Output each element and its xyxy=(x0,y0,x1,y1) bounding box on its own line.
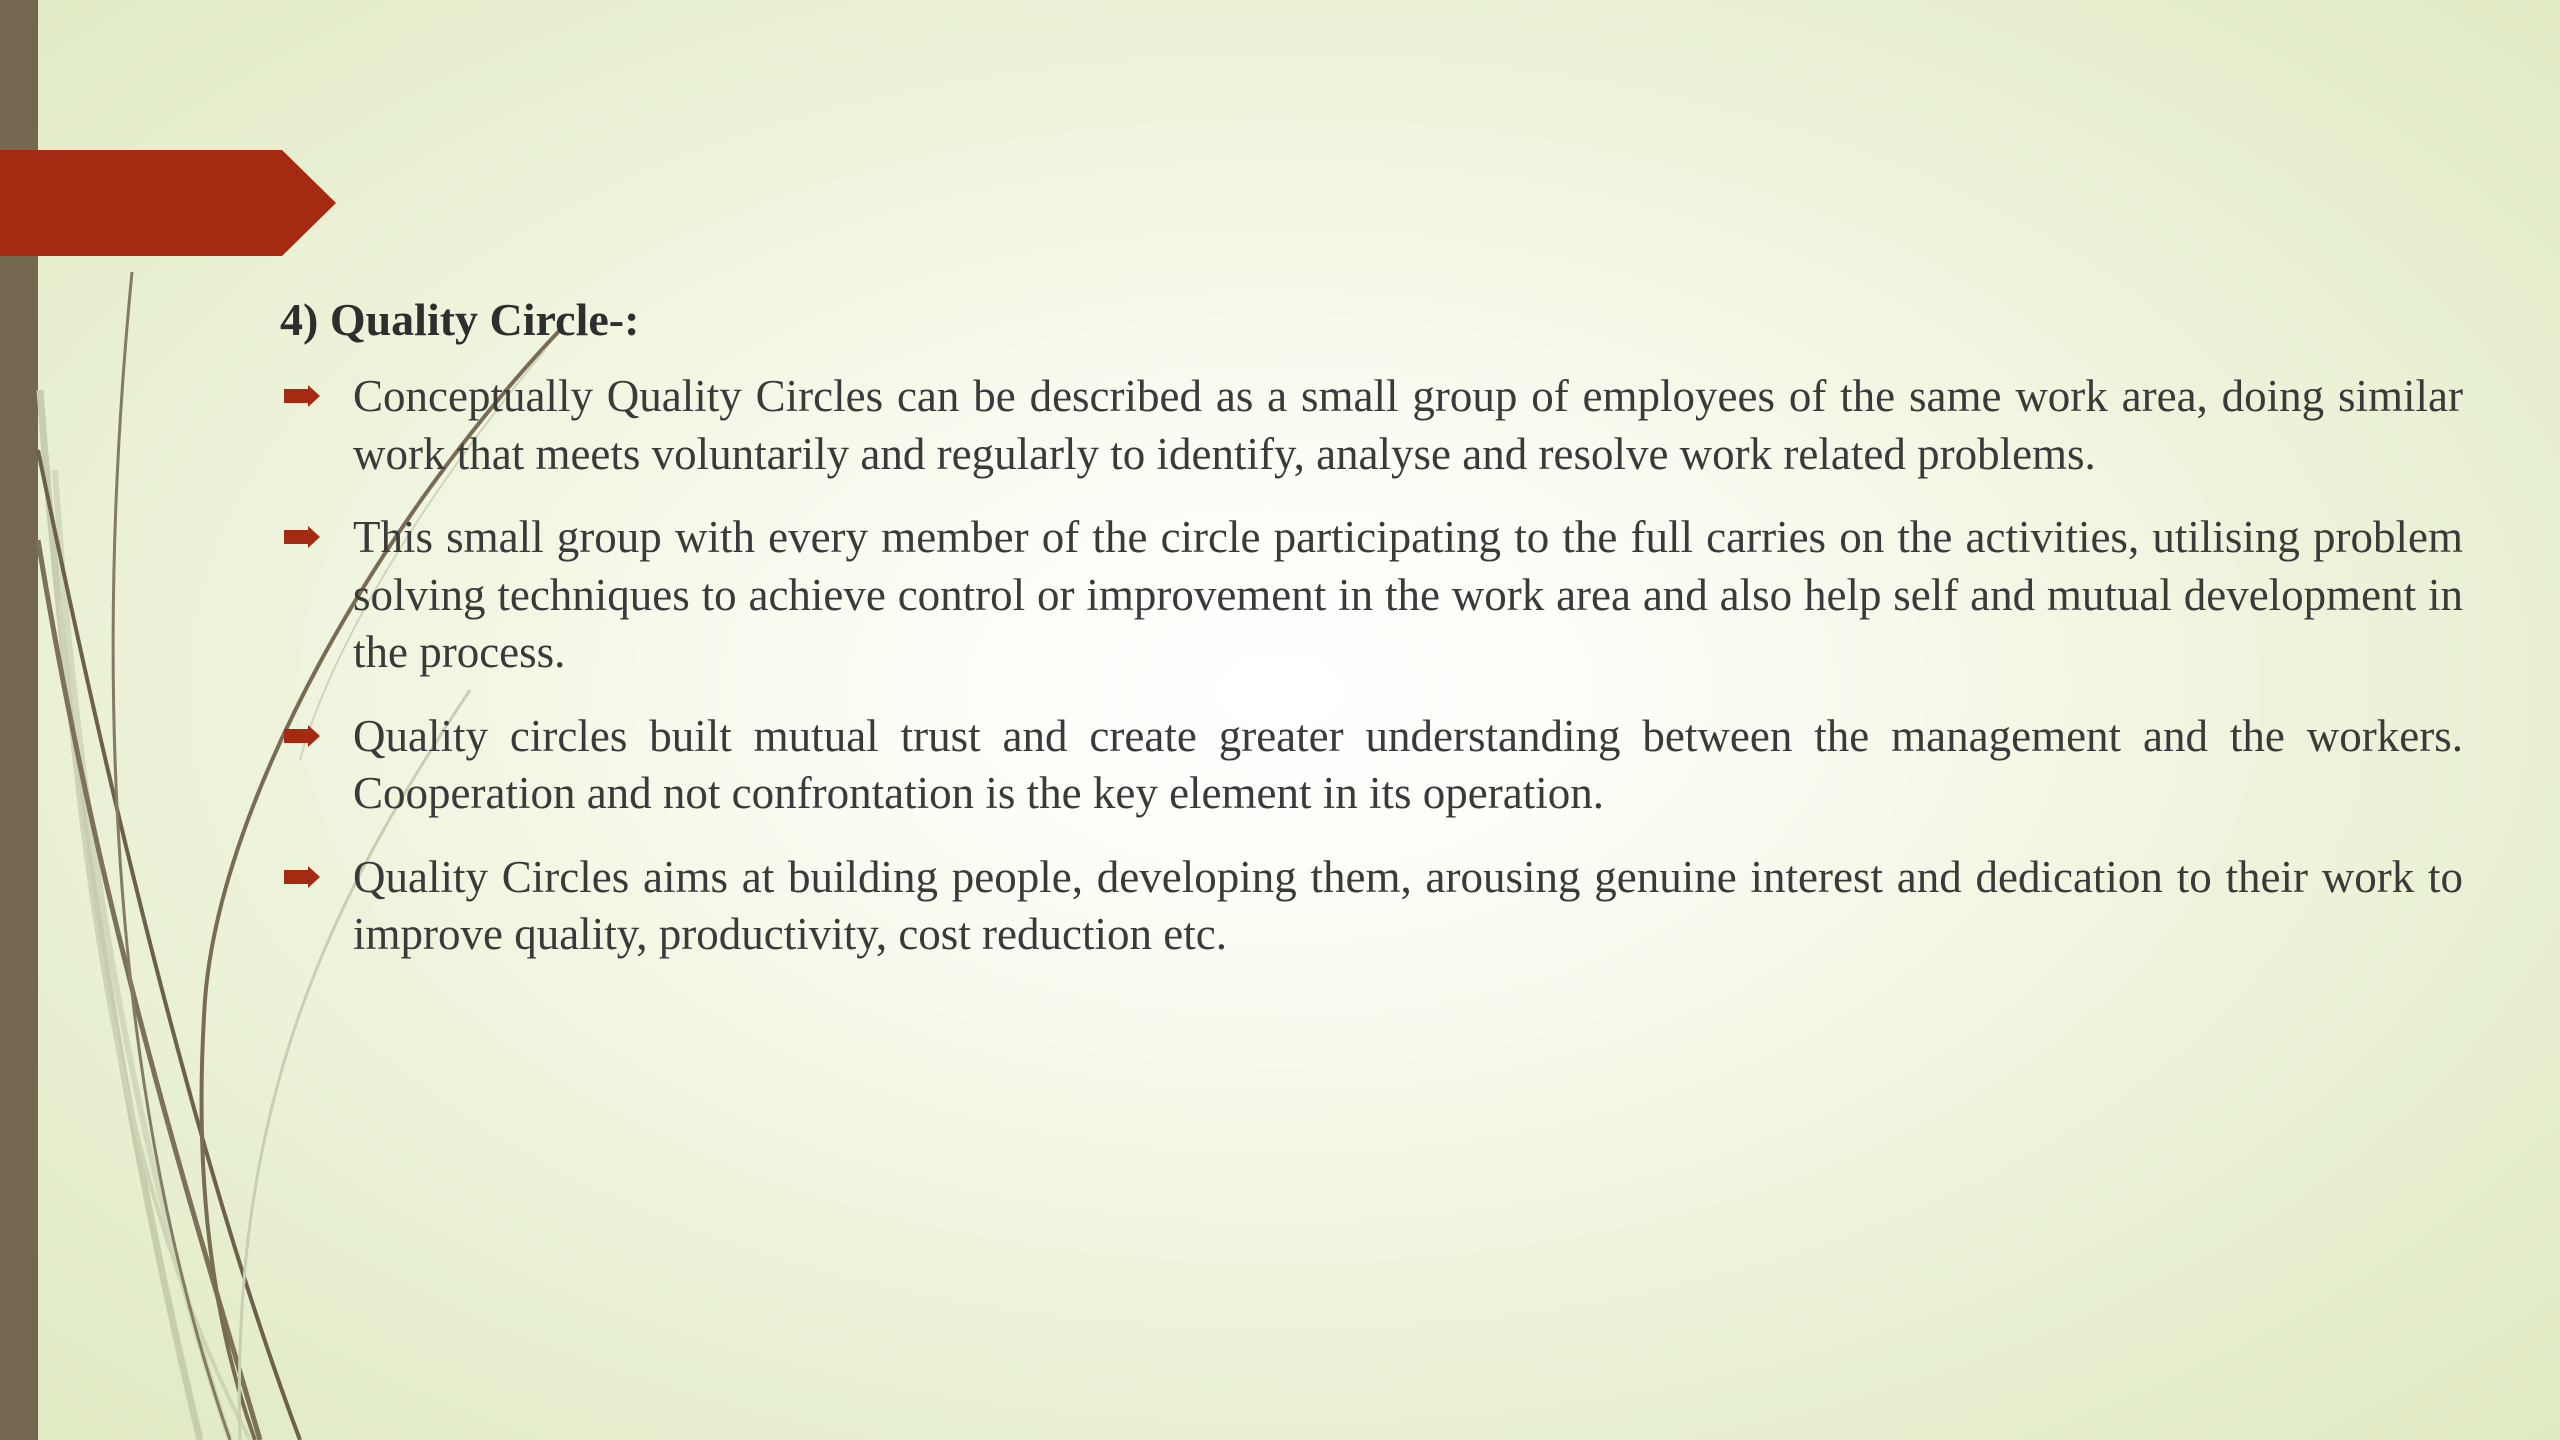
arrow-bullet-icon xyxy=(282,724,322,748)
bullet-item-1 xyxy=(280,368,2463,483)
bullet-text: Quality circles built mutual trust and create greater understanding between the management and the workers. Cooperation and not confrontation is the key element in its operation. xyxy=(353,710,2463,818)
bullet-item-3 xyxy=(280,708,2463,823)
bullet-text: This small group with every member of the circle participating to the full carries on the activities, utilising problem solving techniques to achieve control or improvement in the work area and also help self and mutual development in the process. xyxy=(353,512,2463,677)
arrow-bullet-icon xyxy=(282,384,322,408)
title-accent-tab xyxy=(0,150,336,256)
slide-heading: 4) Quality Circle-: xyxy=(280,294,640,345)
bullet-item-4 xyxy=(280,849,2463,964)
arrow-bullet-icon xyxy=(282,865,322,889)
slide-content xyxy=(280,290,2463,990)
bullet-text: Conceptually Quality Circles can be described as a small group of employees of the same work area, doing similar work that meets voluntarily and regularly to identify, analyse and resolve work related problems. xyxy=(353,371,2463,479)
bullet-text: Quality Circles aims at building people, developing them, arousing genuine interest and dedication to their work to improve quality, productivity, cost reduction etc. xyxy=(353,851,2463,959)
bullet-list xyxy=(280,368,2463,964)
bullet-item-2 xyxy=(280,509,2463,682)
arrow-bullet-icon xyxy=(282,525,322,549)
